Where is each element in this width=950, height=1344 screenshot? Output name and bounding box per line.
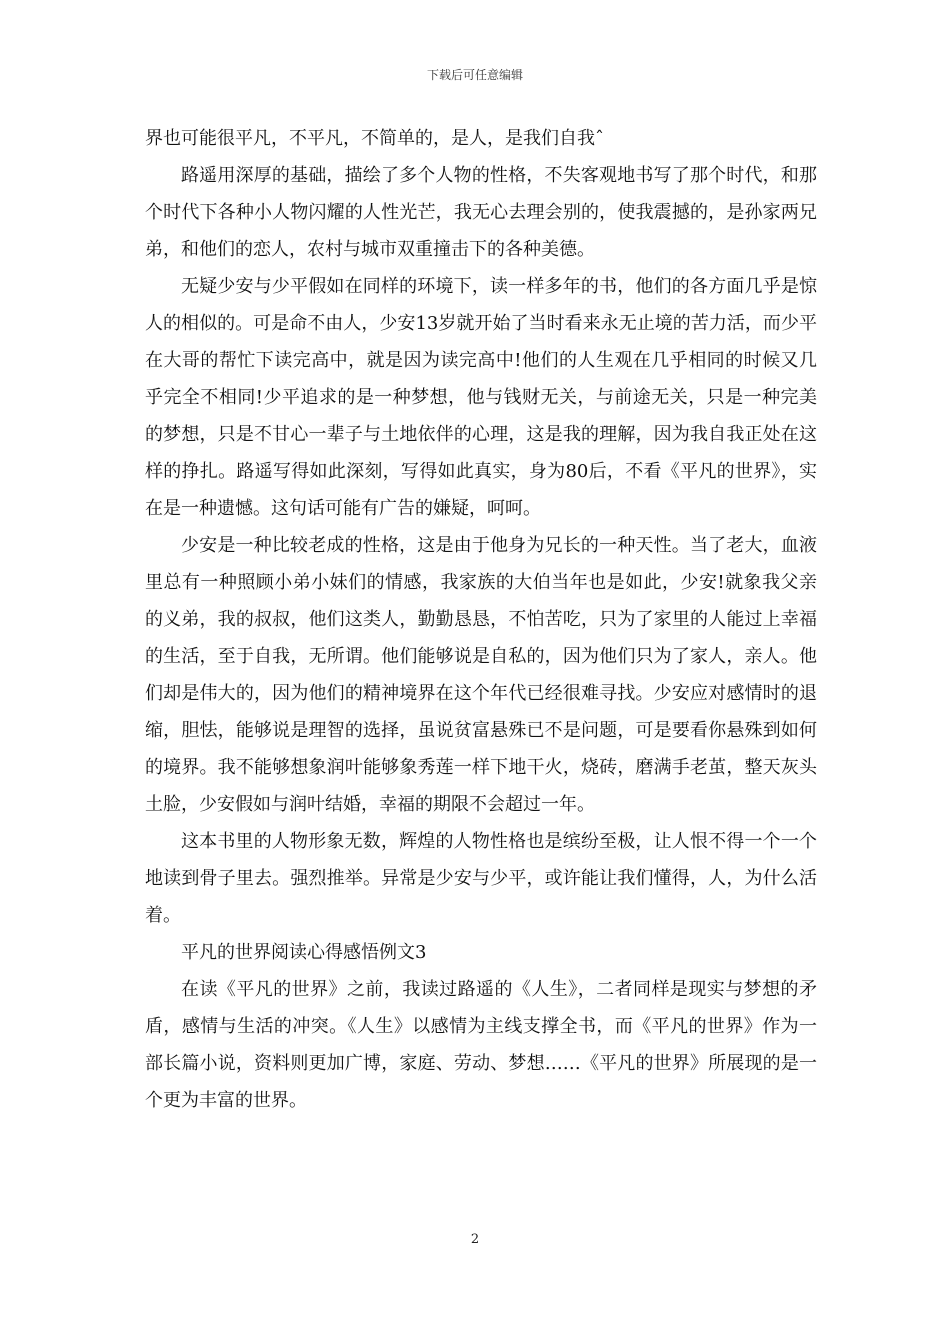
paragraph-shaoan-shaoping-compare: 无疑少安与少平假如在同样的环境下，读一样多年的书，他们的各方面几乎是惊人的相似的。可是命不由人，少安13岁就开始了当时看来永无止境的苦力活，而少平在大哥的帮忙下读完高中，就是因为读完高中!他们的人生观在几乎相同的时候又几乎完全不相同!少平追求的是一种梦想，他与钱财无关，与前途无关，只是一种完美的梦想，只是不甘心一辈子与土地依伴的心理，这是我的理解，因为我自我正处在这样的挣扎。路遥写得如此深刻，写得如此真实，身为80后，不看《平凡的世界》，实在是一种遗憾。这句话可能有广告的嫌疑，呵呵。 — [145, 276, 817, 519]
page-header: 下载后可任意编辑 — [426, 68, 523, 82]
paragraph-recommendation: 这本书里的人物形象无数，辉煌的人物性格也是缤纷至极，让人恨不得一个一个地读到骨子里去。强烈推举。异常是少安与少平，或许能让我们懂得，人，为什么活着。 — [145, 831, 817, 926]
paragraph-luyao-foundation: 路遥用深厚的基础，描绘了多个人物的性格，不失客观地书写了那个时代，和那个时代下各种小人物闪耀的人性光芒，我无心去理会别的，使我震撼的，是孙家两兄弟，和他们的恋人，农村与城市双重撞击下的各种美德。 — [145, 165, 817, 260]
paragraph-continuation: 界也可能很平凡，不平凡，不简单的，是人，是我们自我ˆ — [145, 128, 604, 149]
paragraph-before-reading: 在读《平凡的世界》之前，我读过路遥的《人生》，二者同样是现实与梦想的矛盾，感情与生活的冲突。《人生》以感情为主线支撑全书，而《平凡的世界》作为一部长篇小说，资料则更加广博，家庭、劳动、梦想……《平凡的世界》所展现的是一个更为丰富的世界。 — [145, 979, 817, 1111]
document-body — [145, 120, 817, 1119]
page-number: 2 — [470, 1232, 480, 1247]
paragraph-shaoan-character: 少安是一种比较老成的性格，这是由于他身为兄长的一种天性。当了老大，血液里总有一种照顾小弟小妹们的情感，我家族的大伯当年也是如此，少安!就象我父亲的义弟，我的叔叔，他们这类人，勤勤恳恳，不怕苦吃，只为了家里的人能过上幸福的生活，至于自我，无所谓。他们能够说是自私的，因为他们只为了家人，亲人。他们却是伟大的，因为他们的精神境界在这个年代已经很难寻找。少安应对感情时的退缩，胆怯，能够说是理智的选择，虽说贫富悬殊已不是问题，可是要看你悬殊到如何的境界。我不能够想象润叶能够象秀莲一样下地干火，烧砖，磨满手老茧，整天灰头土脸，少安假如与润叶结婚，幸福的期限不会超过一年。 — [145, 535, 817, 815]
section-heading-example-3: 平凡的世界阅读心得感悟例文3 — [181, 942, 427, 963]
